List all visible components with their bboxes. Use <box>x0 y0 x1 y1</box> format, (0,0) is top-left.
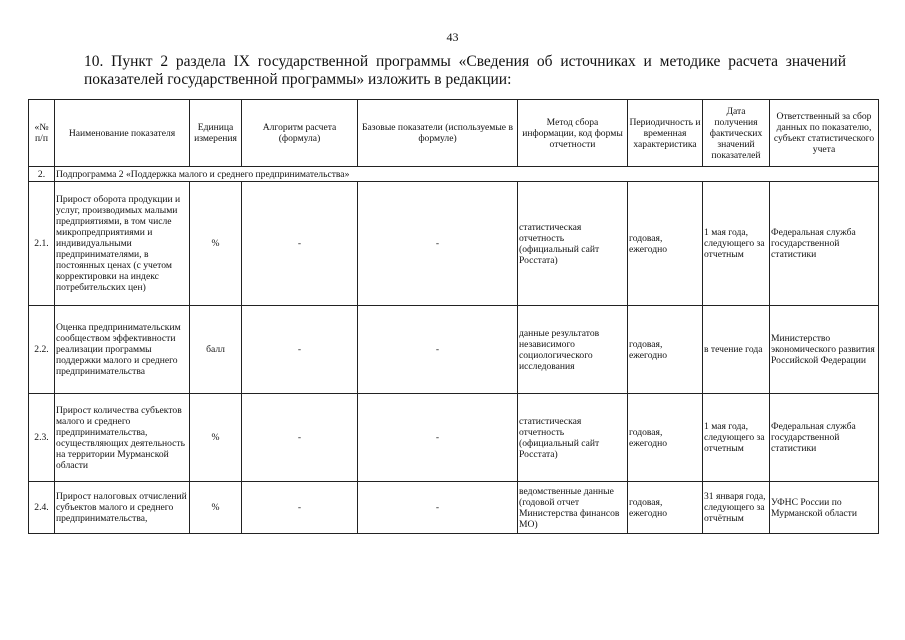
header-base-indicators: Базовые показатели (используемые в формуле) <box>358 100 518 167</box>
unit: балл <box>190 306 242 394</box>
subprogram-row <box>29 167 879 182</box>
periodicity: годовая, ежегодно <box>628 482 703 534</box>
table-row <box>29 306 879 394</box>
indicators-table <box>28 99 879 534</box>
unit: % <box>190 182 242 306</box>
indicator-name: Прирост налоговых отчислений субъектов малого и среднего предпринимательства, <box>55 482 190 534</box>
algorithm: - <box>242 394 358 482</box>
collection-method: статистическая отчетность (официальный сайт Росстата) <box>518 394 628 482</box>
table-row <box>29 482 879 534</box>
unit: % <box>190 394 242 482</box>
date: 31 января года, следующего за отчётным <box>703 482 770 534</box>
page-number: 43 <box>446 30 459 44</box>
collection-method: статистическая отчетность (официальный сайт Росстата) <box>518 182 628 306</box>
header-responsible: Ответственный за сбор данных по показателю, субъект статистического учета <box>770 100 879 167</box>
header-indicator-name: Наименование показателя <box>55 100 190 167</box>
section-heading: 10. Пункт 2 раздела IX государственной программы «Сведения об источниках и методике расчета значений показателей государственной программы» изложить в редакции: <box>84 53 846 88</box>
collection-method: данные результатов независимого социологического исследования <box>518 306 628 394</box>
unit: % <box>190 482 242 534</box>
algorithm: - <box>242 482 358 534</box>
periodicity: годовая, ежегодно <box>628 306 703 394</box>
header-periodicity: Периодичность и временная характеристика <box>628 100 703 167</box>
indicator-name: Прирост количества субъектов малого и среднего предпринимательства, осуществляющих деятельность на территории Мурманской области <box>55 394 190 482</box>
subprogram-title: Подпрограмма 2 «Поддержка малого и среднего предпринимательства» <box>55 167 879 182</box>
table-row <box>29 394 879 482</box>
base-indicators: - <box>358 306 518 394</box>
row-number: 2.1. <box>29 182 55 306</box>
responsible: Федеральная служба государственной статистики <box>770 182 879 306</box>
base-indicators: - <box>358 394 518 482</box>
date: 1 мая года, следующего за отчетным <box>703 394 770 482</box>
header-number: «№ п/п <box>29 100 55 167</box>
periodicity: годовая, ежегодно <box>628 182 703 306</box>
collection-method: ведомственные данные (годовой отчет Министерства финансов МО) <box>518 482 628 534</box>
base-indicators: - <box>358 182 518 306</box>
table-row <box>29 182 879 306</box>
algorithm: - <box>242 182 358 306</box>
responsible: Министерство экономического развития Российской Федерации <box>770 306 879 394</box>
responsible: УФНС России по Мурманской области <box>770 482 879 534</box>
header-collection-method: Метод сбора информации, код формы отчетности <box>518 100 628 167</box>
periodicity: годовая, ежегодно <box>628 394 703 482</box>
date: 1 мая года, следующего за отчетным <box>703 182 770 306</box>
subprogram-number: 2. <box>29 167 55 182</box>
indicator-name: Оценка предпринимательским сообществом эффективности реализации программы поддержки малого и среднего предпринимательства <box>55 306 190 394</box>
row-number: 2.2. <box>29 306 55 394</box>
header-date: Дата получения фактических значений показателей <box>703 100 770 167</box>
base-indicators: - <box>358 482 518 534</box>
header-algorithm: Алгоритм расчета (формула) <box>242 100 358 167</box>
row-number: 2.4. <box>29 482 55 534</box>
table-header-row <box>29 100 879 167</box>
algorithm: - <box>242 306 358 394</box>
header-unit: Единица измерения <box>190 100 242 167</box>
responsible: Федеральная служба государственной статистики <box>770 394 879 482</box>
row-number: 2.3. <box>29 394 55 482</box>
indicator-name: Прирост оборота продукции и услуг, производимых малыми предприятиями, в том числе микропредприятиями и индивидуальными предпринимателями, в постоянных ценах (с учетом корректировки на индекс потребительских цен) <box>55 182 190 306</box>
date: в течение года <box>703 306 770 394</box>
